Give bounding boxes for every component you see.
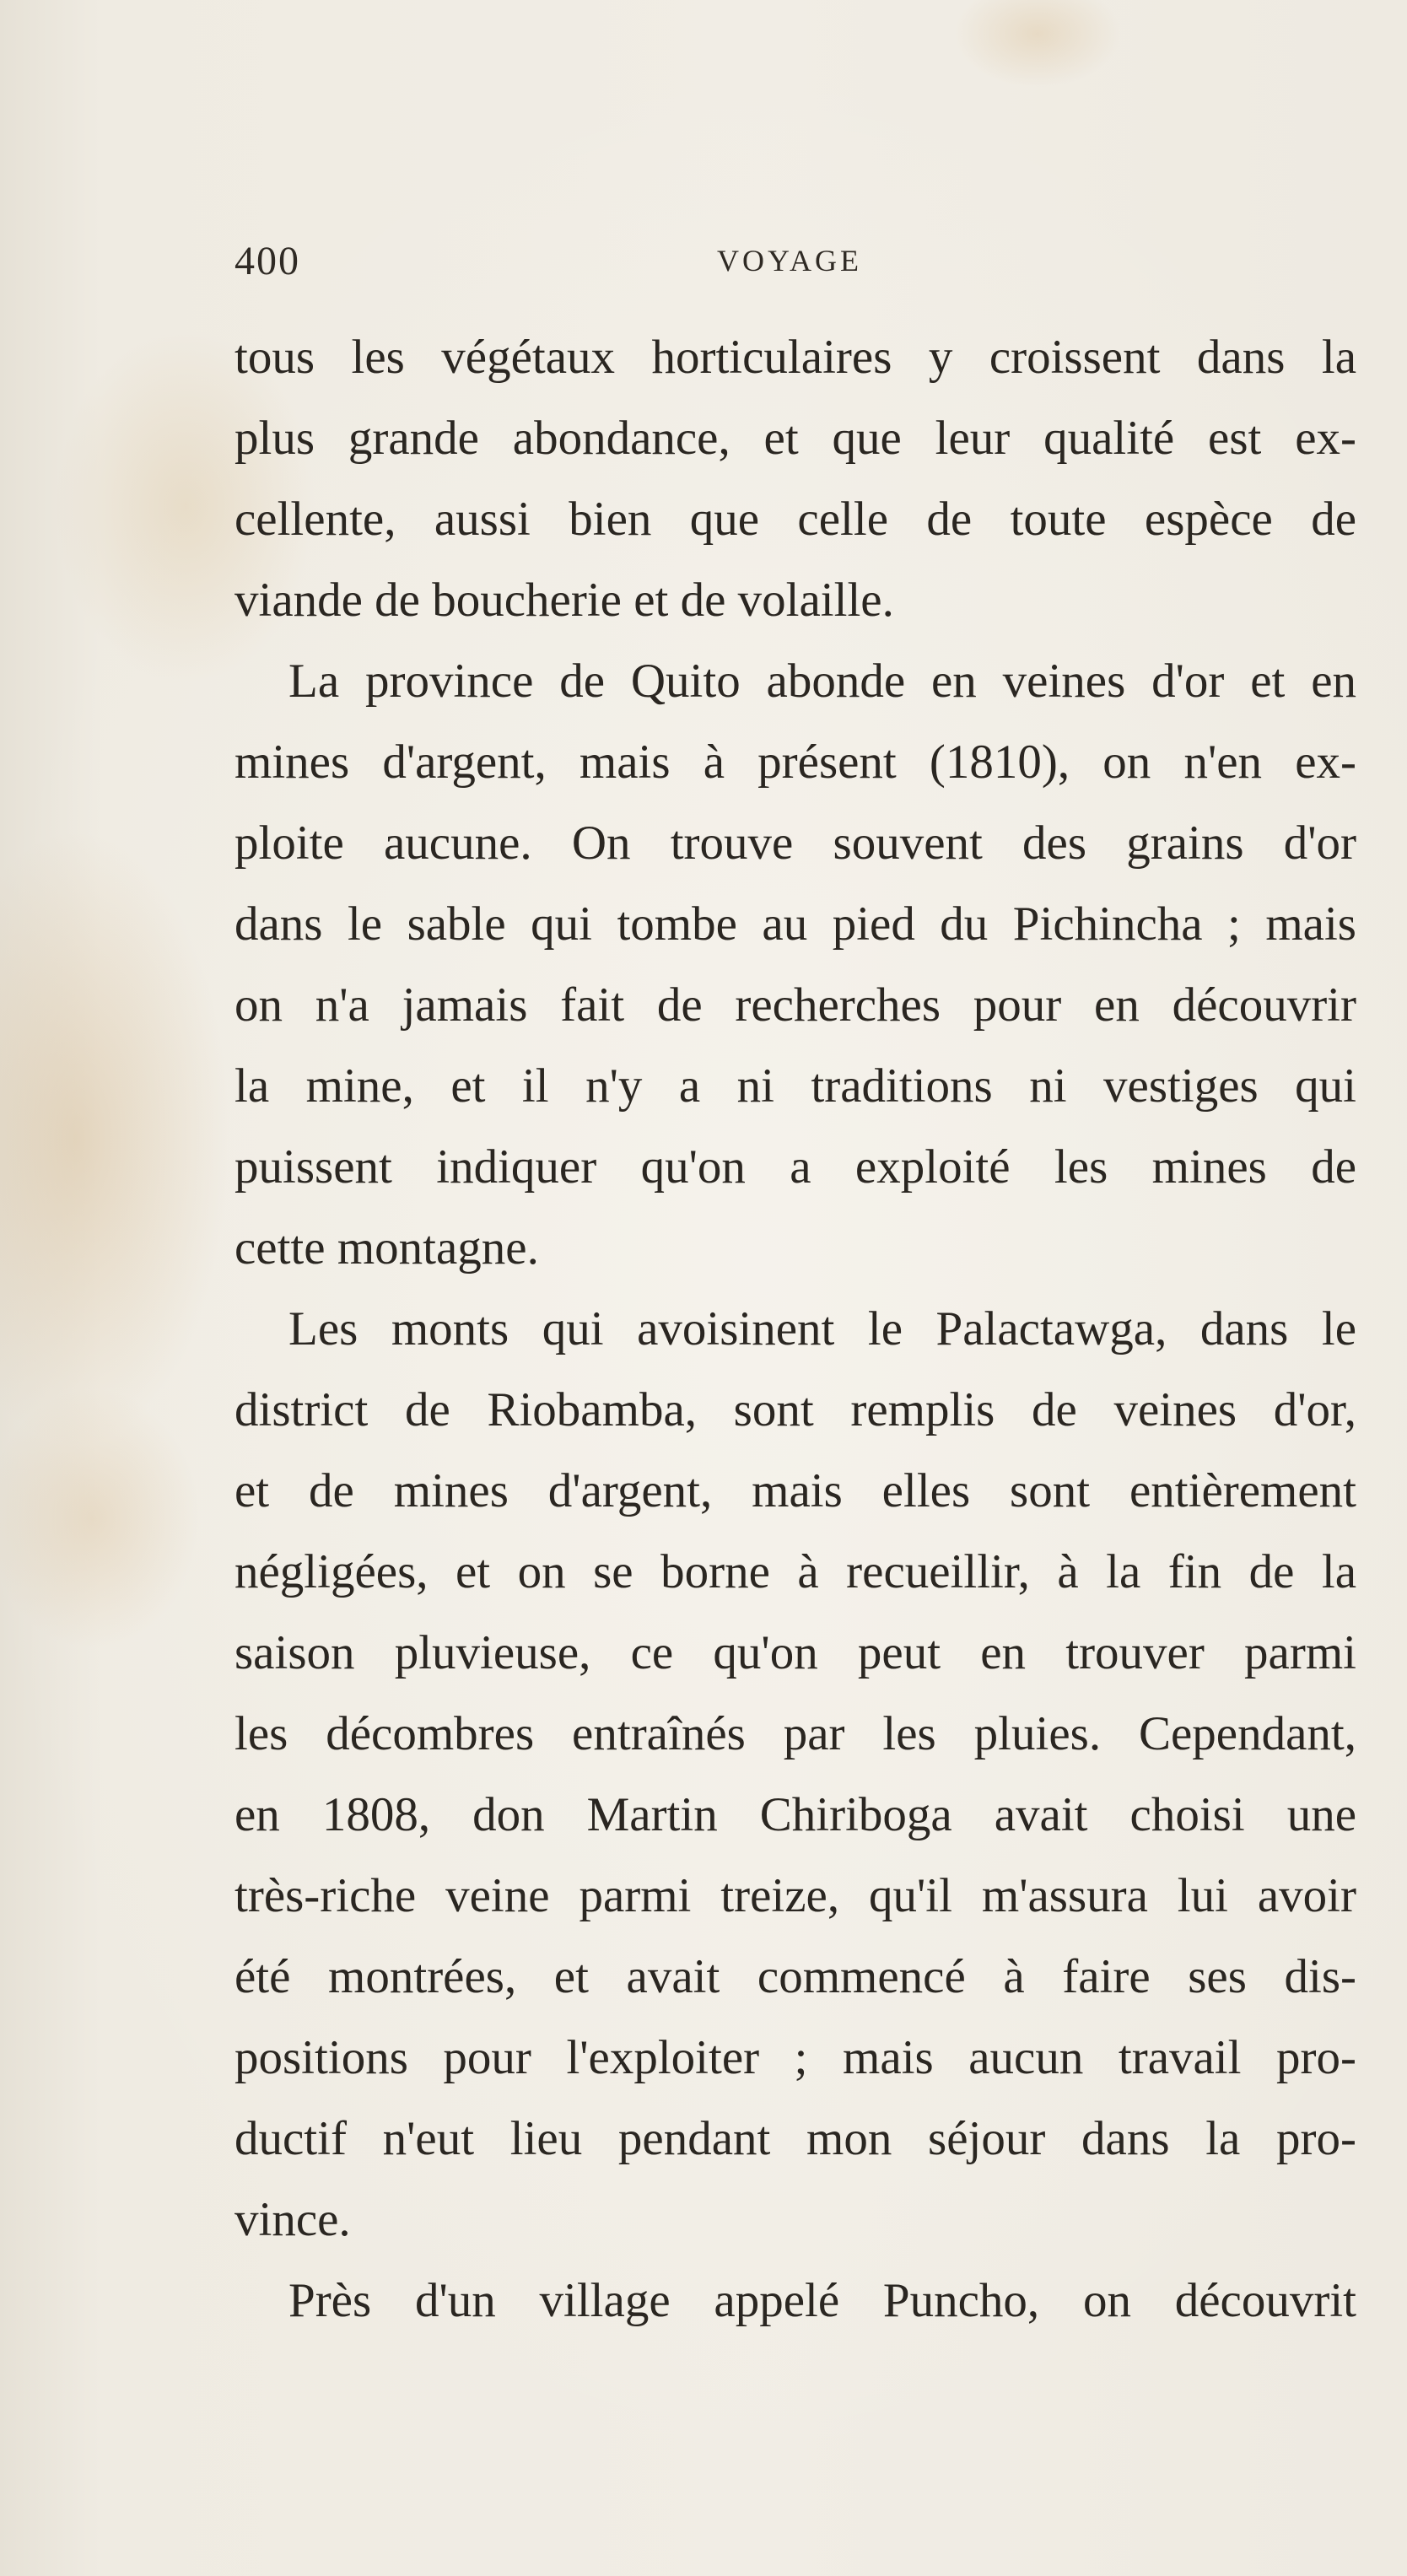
text-line: tous les végétaux horticulaires y croissent dans la [234,331,1356,384]
text-line: les décombres entraînés par les pluies. Cependant, [234,1707,1356,1760]
text-line: on n'a jamais fait de recherches pour en découvrir [234,978,1356,1032]
paragraph-start-line: Les monts qui avoisinent le Palactawga, dans le [288,1302,1356,1355]
paragraph-start-line: Près d'un village appelé Puncho, on découvrit [288,2274,1356,2327]
text-line: plus grande abondance, et que leur qualité est ex- [234,412,1356,465]
text-line: cellente, aussi bien que celle de toute espèce de [234,493,1356,546]
text-line: positions pour l'exploiter ; mais aucun travail pro- [234,2031,1356,2084]
running-head [234,238,1356,285]
text-line: été montrées, et avait commencé à faire ses dis- [234,1950,1356,2003]
page-number: 400 [234,239,300,283]
text-line: viande de boucherie et de volaille. [234,574,894,627]
text-line: négligées, et on se borne à recueillir, à la fin de la [234,1545,1356,1598]
text-line: mines d'argent, mais à présent (1810), on n'en ex- [234,736,1356,789]
text-line: dans le sable qui tombe au pied du Pichincha ; mais [234,897,1356,951]
text-line: en 1808, don Martin Chiriboga avait choisi une [234,1788,1356,1841]
text-line: saison pluvieuse, ce qu'on peut en trouver parmi [234,1626,1356,1679]
text-line: cette montagne. [234,1221,539,1275]
text-line: vince. [234,2193,351,2246]
text-body [234,317,1356,2342]
text-line: district de Riobamba, sont remplis de veines d'or, [234,1383,1356,1436]
text-line: ploite aucune. On trouve souvent des grains d'or [234,816,1356,870]
paragraph-start-line: La province de Quito abonde en veines d'or et en [288,655,1356,708]
text-line: ductif n'eut lieu pendant mon séjour dans la pro- [234,2112,1356,2165]
text-line: et de mines d'argent, mais elles sont entièrement [234,1464,1356,1517]
text-line: très-riche veine parmi treize, qu'il m'assura lui avoir [234,1869,1356,1922]
text-line: puissent indiquer qu'on a exploité les mines de [234,1140,1356,1194]
running-title: VOYAGE [717,244,862,278]
text-line: la mine, et il n'y a ni traditions ni vestiges qui [234,1059,1356,1113]
